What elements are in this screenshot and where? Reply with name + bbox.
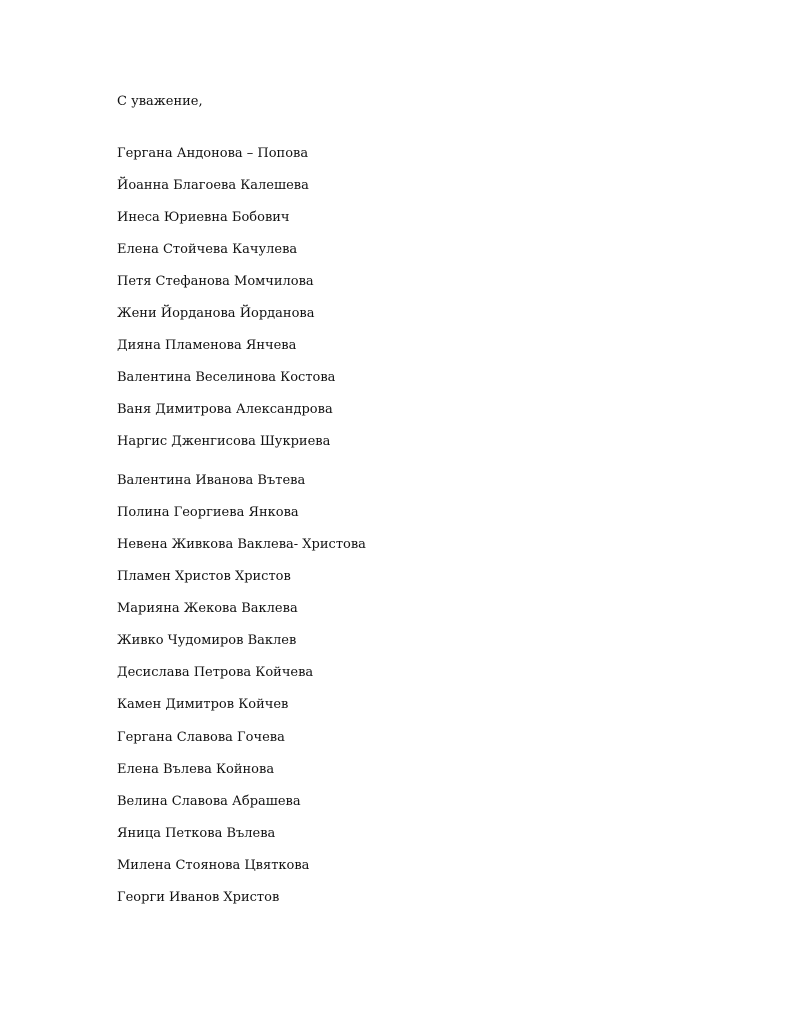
signatory-name: Марияна Жекова Ваклева: [117, 601, 298, 616]
signatory-name: Милена Стоянова Цвяткова: [117, 858, 310, 873]
signatory-name: Камен Димитров Койчев: [117, 697, 289, 712]
signatory-name: Елена Вълева Койнова: [117, 762, 275, 777]
signatory-name: Полина Георгиева Янкова: [117, 505, 299, 520]
signatory-name: Живко Чудомиров Ваклев: [117, 633, 297, 648]
signatory-name: Елена Стойчева Качулева: [117, 242, 298, 257]
signatory-name: Йоанна Благоева Калешева: [117, 178, 309, 193]
signatory-name: Наргис Дженгисова Шукриева: [117, 434, 331, 449]
signatory-name: Георги Иванов Христов: [117, 890, 280, 905]
signatory-name: Валентина Веселинова Костова: [117, 370, 336, 385]
signatory-name: Жени Йорданова Йорданова: [117, 306, 315, 321]
signatory-name: Пламен Христов Христов: [117, 569, 291, 584]
signatory-name: Валентина Иванова Вътева: [117, 473, 306, 488]
signatory-name: Невена Живкова Ваклева- Христова: [117, 537, 366, 552]
signatory-name: Ваня Димитрова Александрова: [117, 402, 333, 417]
signatory-name: Яница Петкова Вълева: [117, 826, 276, 841]
signatory-name: Дияна Пламенова Янчева: [117, 338, 297, 353]
signatory-name: Петя Стефанова Момчилова: [117, 274, 314, 289]
closing-salutation: С уважение,: [117, 94, 203, 109]
signatory-name: Десислава Петрова Койчева: [117, 665, 314, 680]
signatory-name: Велина Славова Абрашева: [117, 794, 301, 809]
signatory-name: Гергана Славова Гочева: [117, 730, 285, 745]
signatory-name: Гергана Андонова – Попова: [117, 146, 309, 161]
signatory-name: Инеса Юриевна Бобович: [117, 210, 290, 225]
